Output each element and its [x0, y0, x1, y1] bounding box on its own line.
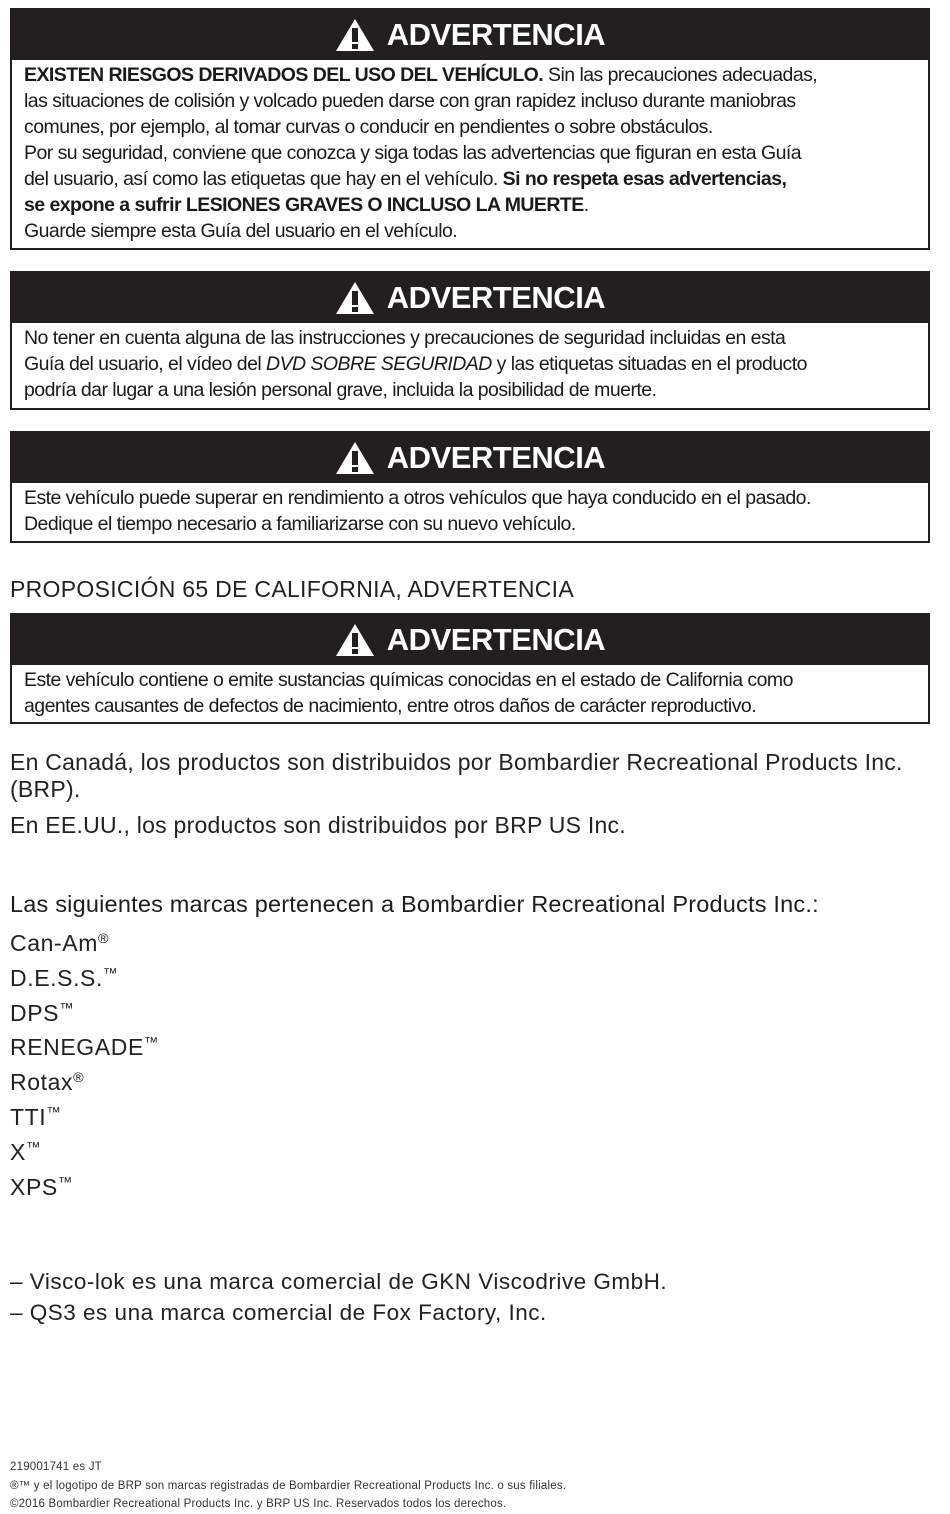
- warning-line: [24, 140, 918, 166]
- trademark-item: [10, 1133, 159, 1168]
- warning-triangle-icon: [335, 441, 375, 475]
- warning-line: [24, 485, 918, 511]
- distribution-canada: En Canadá, los productos son distribuidos por Bombardier Recreational Products Inc. (BRP).: [10, 749, 903, 802]
- trademark-item: [10, 994, 159, 1029]
- warning-box-risks: [10, 8, 930, 250]
- copyright-notice: ©2016 Bombardier Recreational Products Inc. y BRP US Inc. Reservados todos los derechos.: [10, 1498, 507, 1510]
- trademark-name: RENEGADE: [10, 1034, 144, 1061]
- trademark-symbol: ™: [59, 1000, 74, 1017]
- warning-header: [12, 615, 928, 665]
- warning-text-run: Sin las precauciones adecuadas,: [543, 64, 818, 86]
- trademark-name: Rotax: [10, 1069, 74, 1096]
- warning-text-run: Dedique el tiempo necesario a familiarizarse con su nuevo vehículo.: [24, 513, 576, 535]
- warning-line: [24, 377, 918, 403]
- trademark-symbol: ®: [97, 931, 110, 947]
- warning-line: [24, 693, 918, 719]
- trademark-symbol: ™: [46, 1105, 62, 1122]
- warning-text-run: podría dar lugar a una lesión personal grave, incluida la posibilidad de muerte.: [24, 379, 657, 401]
- trademark-name: DPS: [10, 999, 60, 1026]
- warning-line: [24, 114, 918, 140]
- warning-triangle-icon: [335, 623, 375, 657]
- warning-line: [24, 351, 918, 377]
- document-code: 219001741 es JT: [10, 1461, 102, 1473]
- trademark-item: [10, 1028, 159, 1063]
- warning-text-run: Este vehículo puede superar en rendimiento a otros vehículos que haya conducido en el pasado.: [24, 487, 811, 509]
- trademark-item: [10, 1168, 159, 1203]
- trademark-symbol: ™: [57, 1174, 73, 1191]
- distribution-usa: En EE.UU., los productos son distribuidos por BRP US Inc.: [10, 812, 626, 838]
- trademark-name: XPS: [10, 1173, 58, 1200]
- warning-box-instructions: [10, 271, 930, 410]
- warning-line: [24, 325, 918, 351]
- warning-line: [24, 218, 918, 244]
- warning-title: ADVERTENCIA: [386, 17, 606, 52]
- trademark-name: TTI: [10, 1103, 47, 1130]
- warning-line: [24, 511, 918, 537]
- trademark-item: [10, 924, 159, 959]
- warning-text-run: del usuario, así como las etiquetas que hay en el vehículo.: [24, 168, 503, 190]
- warning-text-run: se expone a sufrir LESIONES GRAVES O INCLUSO LA MUERTE: [24, 194, 584, 216]
- trademark-item: [10, 1098, 159, 1133]
- warning-text-run: agentes causantes de defectos de nacimiento, entre otros daños de carácter reproductivo.: [24, 695, 757, 717]
- prop65-title: PROPOSICIÓN 65 DE CALIFORNIA, ADVERTENCIA: [10, 576, 575, 602]
- trademark-symbol: ™: [143, 1035, 159, 1052]
- warning-line: [24, 192, 918, 218]
- footer: [10, 1458, 566, 1514]
- trademark-name: Can-Am: [10, 929, 98, 956]
- warning-triangle-icon: [335, 18, 375, 52]
- warning-text: [12, 323, 928, 407]
- trademark-symbol: ®: [73, 1070, 85, 1087]
- warning-text-run: Guarde siempre esta Guía del usuario en el vehículo.: [24, 220, 458, 242]
- warning-header: [12, 433, 928, 483]
- warning-text-run: EXISTEN RIESGOS DERIVADOS DEL USO DEL VEHÍCULO.: [24, 64, 544, 86]
- trademarks-list: [10, 924, 159, 1203]
- trademark-symbol: ™: [103, 965, 118, 982]
- warning-box-performance: [10, 431, 930, 543]
- warning-text: [12, 665, 928, 723]
- warning-text-run: Por su seguridad, conviene que conozca y siga todas las advertencias que figuran en esta Guía: [24, 142, 802, 164]
- warning-text-run: comunes, por ejemplo, al tomar curvas o conducir en pendientes o sobre obstáculos.: [24, 116, 713, 138]
- warning-text: [12, 60, 928, 248]
- warning-text-run: No tener en cuenta alguna de las instrucciones y precauciones de seguridad incluidas en esta: [24, 327, 786, 349]
- warning-line: [24, 667, 918, 693]
- warning-text-run: y las etiquetas situadas en el producto: [491, 353, 807, 375]
- warning-text-run: Si no respeta esas advertencias,: [502, 168, 787, 190]
- trademarks-title: Las siguientes marcas pertenecen a Bombardier Recreational Products Inc.:: [10, 891, 819, 917]
- warning-header: [12, 10, 928, 60]
- trademark-name: D.E.S.S.: [10, 964, 103, 991]
- warning-header: [12, 273, 928, 323]
- warning-title: ADVERTENCIA: [386, 440, 606, 475]
- warning-box-prop65: [10, 613, 930, 724]
- warning-triangle-icon: [335, 281, 375, 315]
- warning-line: [24, 88, 918, 114]
- warning-line: [24, 62, 918, 88]
- warning-text: [12, 483, 928, 541]
- trademark-item: [10, 1063, 159, 1098]
- other-trademarks-list: [10, 1266, 667, 1328]
- other-trademark-item: – Visco-lok es una marca comercial de GKN Viscodrive GmbH.: [10, 1269, 668, 1294]
- registered-notice: ®™ y el logotipo de BRP son marcas registradas de Bombardier Recreational Products Inc. o sus filiales.: [10, 1479, 567, 1492]
- warning-text-run: Este vehículo contiene o emite sustancias químicas conocidas en el estado de California como: [24, 669, 793, 691]
- warning-title: ADVERTENCIA: [386, 622, 606, 657]
- distribution-section: [10, 749, 935, 839]
- other-trademark-item: – QS3 es una marca comercial de Fox Factory, Inc.: [10, 1300, 547, 1325]
- trademark-item: [10, 959, 159, 994]
- warning-title: ADVERTENCIA: [386, 280, 606, 315]
- warning-text-run: DVD SOBRE SEGURIDAD: [266, 353, 492, 375]
- warning-line: [24, 166, 918, 192]
- trademark-symbol: ™: [25, 1139, 41, 1156]
- warning-text-run: Guía del usuario, el vídeo del: [24, 353, 267, 375]
- trademark-name: X: [10, 1138, 26, 1165]
- warning-text-run: .: [583, 194, 589, 216]
- warning-text-run: las situaciones de colisión y volcado pueden darse con gran rapidez incluso durante maniobras: [24, 90, 796, 112]
